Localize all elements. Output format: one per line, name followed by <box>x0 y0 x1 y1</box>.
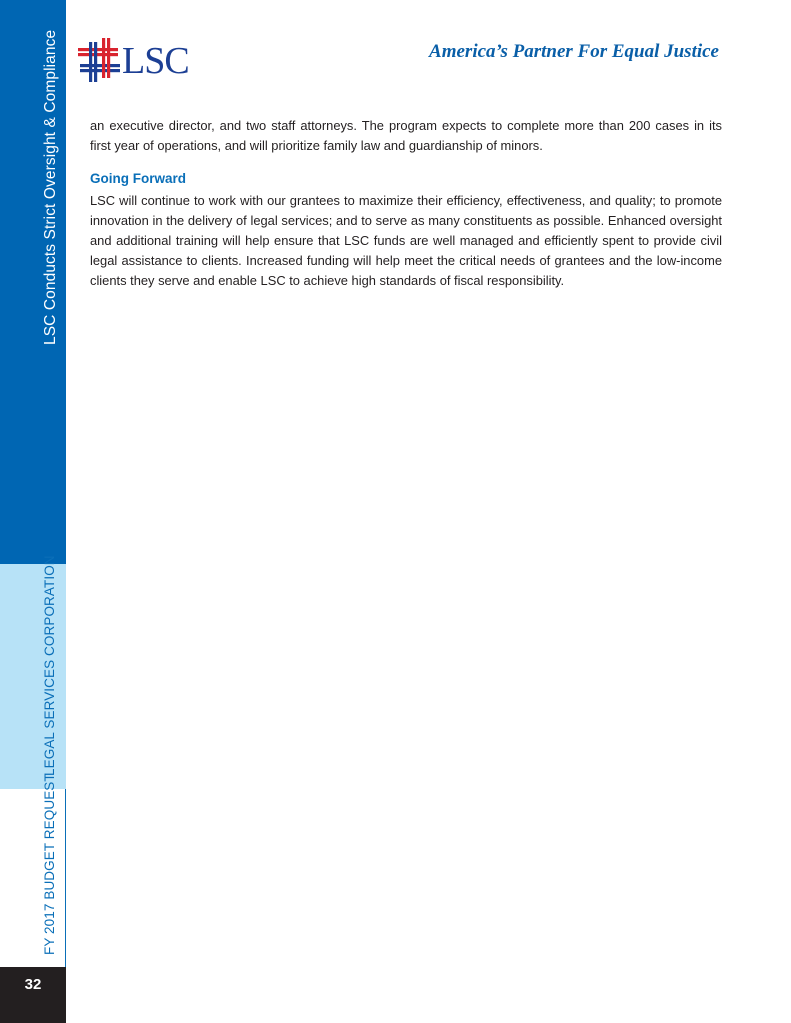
lsc-logo-icon <box>78 38 188 84</box>
page-number: 32 <box>24 976 42 993</box>
main-content <box>90 116 722 291</box>
sidebar-organization: LEGAL SERVICES CORPORATION <box>42 555 57 776</box>
intro-paragraph: an executive director, and two staff attorneys. The program expects to complete more than 200 cases in its first year of operations, and will prioritize family law and guardianship of minors. <box>90 118 722 153</box>
sidebar-document-title: FY 2017 BUDGET REQUEST <box>42 773 57 955</box>
sidebar-section-title: LSC Conducts Strict Oversight & Compliance <box>42 29 59 345</box>
lsc-logo <box>78 38 188 84</box>
tagline: America’s Partner For Equal Justice <box>429 41 719 62</box>
section-paragraph: LSC will continue to work with our grantees to maximize their efficiency, effectiveness, and quality; to promote innovation in the delivery of legal services; and to serve as many constituents as possible. Enhanced oversight and additional training will help ensure that LSC funds are well managed and efficiently spent to provide civil legal assistance to clients. Increased funding will help meet the critical needs of grantees and the low-income clients they serve and enable LSC to achieve high standards of fiscal responsibility. <box>90 193 722 288</box>
section-heading: Going Forward <box>90 171 186 186</box>
logo-text: LSC <box>122 40 188 82</box>
sidebar <box>0 0 66 1023</box>
